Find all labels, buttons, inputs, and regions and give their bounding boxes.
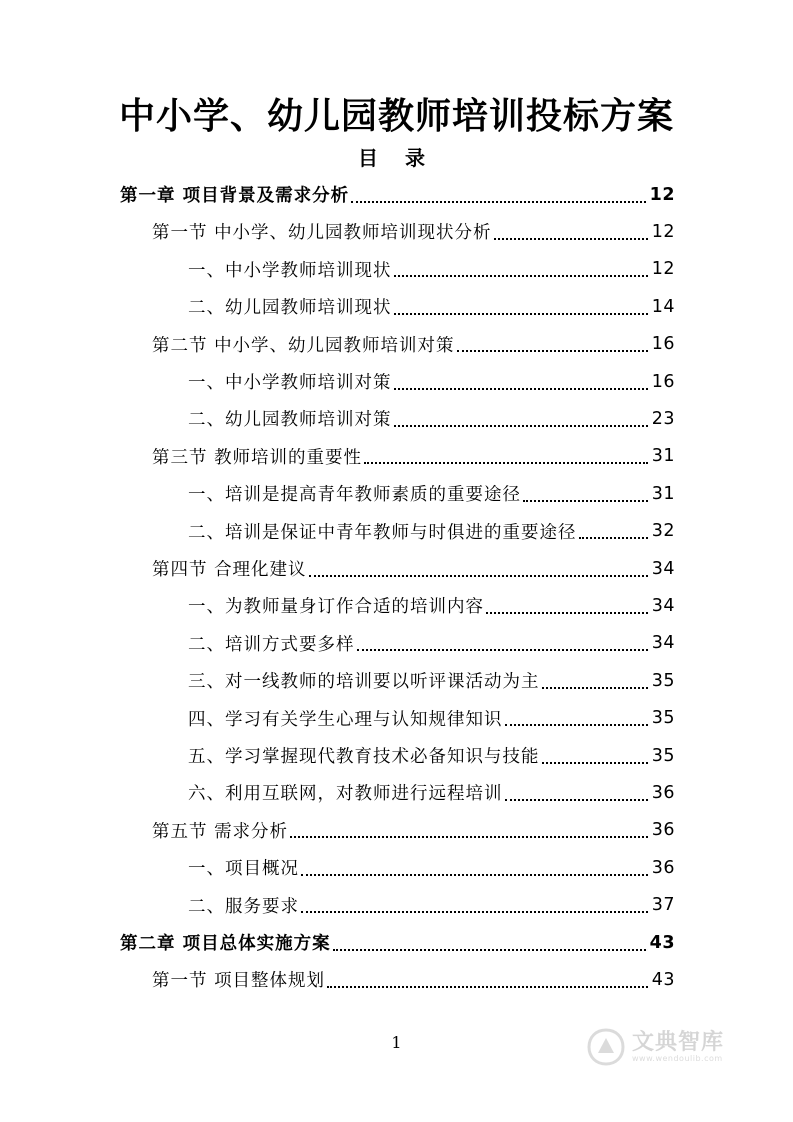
toc-entry-label: 一、培训是提高青年教师素质的重要途径 [188, 485, 521, 506]
toc-entry-page: 12 [651, 221, 675, 242]
toc-entry-label: 第四节 合理化建议 [152, 560, 307, 580]
toc-entry-page: 35 [651, 745, 675, 766]
toc-entry[interactable] [188, 363, 675, 400]
toc-entry[interactable] [152, 812, 675, 849]
toc-dot-leader [394, 425, 648, 427]
toc-entry[interactable] [120, 176, 675, 213]
toc-dot-leader [394, 388, 648, 390]
toc-entry-label: 三、对一线教师的培训要以听评课活动为主 [188, 672, 540, 693]
toc-entry[interactable] [152, 961, 675, 998]
toc-dot-leader [579, 537, 648, 539]
toc-entry[interactable] [152, 213, 675, 250]
toc-entry[interactable] [188, 887, 675, 924]
toc-entry[interactable] [188, 774, 675, 811]
toc-entry-page: 12 [651, 259, 675, 280]
toc-dot-leader [523, 500, 648, 502]
watermark-logo-icon [586, 1027, 626, 1067]
toc-dot-leader [327, 986, 648, 988]
toc-entry-label: 六、利用互联网，对教师进行远程培训 [188, 784, 503, 805]
toc-entry[interactable] [188, 700, 675, 737]
toc-dot-leader [309, 575, 648, 577]
toc-entry-page: 31 [651, 483, 675, 504]
toc-entry[interactable] [152, 550, 675, 587]
toc-entry[interactable] [188, 737, 675, 774]
toc-entry-label: 一、中小学教师培训现状 [188, 260, 392, 281]
toc-entry[interactable] [120, 924, 675, 961]
toc-entry[interactable] [188, 251, 675, 288]
toc-entry[interactable] [188, 475, 675, 512]
watermark-text: 文典智库 [632, 1029, 725, 1055]
toc-dot-leader [301, 874, 648, 876]
toc-entry-label: 一、中小学教师培训对策 [188, 373, 392, 393]
toc-entry-page: 36 [651, 857, 675, 878]
toc-dot-leader [357, 649, 648, 651]
toc-dot-leader [542, 762, 648, 764]
toc-entry[interactable] [188, 849, 675, 886]
toc-dot-leader [505, 799, 648, 801]
toc-entry[interactable] [152, 326, 675, 363]
toc-dot-leader [301, 911, 648, 913]
toc-entry-label: 一、项目概况 [188, 859, 299, 880]
toc-dot-leader [290, 836, 648, 838]
toc-dot-leader [333, 949, 646, 951]
toc-entry-label: 一、为教师量身订作合适的培训内容 [188, 597, 484, 618]
toc-entry-label: 第三节 教师培训的重要性 [152, 447, 363, 468]
toc-entry-label: 二、幼儿园教师培训现状 [188, 298, 392, 319]
toc-entry-label: 二、培训方式要多样 [188, 634, 355, 655]
toc-entry-label: 二、培训是保证中青年教师与时俱进的重要途径 [188, 522, 577, 543]
document-title: 中小学、幼儿园教师培训投标方案 [118, 95, 674, 137]
watermark [586, 1022, 746, 1072]
toc-heading: 目 录 [358, 146, 435, 170]
toc-entry-page: 31 [651, 446, 675, 467]
toc-entry[interactable] [152, 438, 675, 475]
page-number: 1 [391, 1033, 402, 1052]
toc-entry-page: 23 [651, 408, 675, 429]
toc-dot-leader [394, 313, 648, 315]
toc-entry-page: 32 [651, 521, 675, 542]
toc-entry[interactable] [188, 288, 675, 325]
toc-entry-page: 35 [651, 670, 675, 691]
watermark-url: www.wendoulib.com [632, 1053, 723, 1063]
toc-dot-leader [364, 462, 648, 464]
toc-entry[interactable] [188, 587, 675, 624]
toc-entry-label: 第一节 项目整体规划 [152, 971, 326, 992]
toc-dot-leader [394, 275, 648, 277]
toc-entry-page: 36 [651, 782, 675, 803]
toc-dot-leader [494, 238, 648, 240]
toc-dot-leader [351, 201, 646, 203]
toc-entry-page: 43 [651, 969, 675, 990]
toc-entry-label: 第一节 中小学、幼儿园教师培训现状分析 [152, 223, 492, 244]
toc-entry-page: 37 [651, 895, 675, 916]
toc-entry-page: 34 [651, 558, 675, 579]
toc-entry-page: 14 [651, 296, 675, 317]
toc-entry-label: 第二节 中小学、幼儿园教师培训对策 [152, 335, 455, 356]
toc-dot-leader [505, 724, 648, 726]
toc-entry[interactable] [188, 513, 675, 550]
toc-entry-page: 16 [651, 371, 675, 392]
toc-entry-label: 四、学习有关学生心理与认知规律知识 [188, 709, 503, 730]
toc-entry-page: 43 [649, 932, 675, 953]
toc-entry-label: 第一章 项目背景及需求分析 [120, 186, 350, 206]
toc-entry-page: 34 [651, 633, 675, 654]
toc-entry-page: 35 [651, 708, 675, 729]
toc-dot-leader [542, 687, 648, 689]
toc-entry[interactable] [188, 625, 675, 662]
toc-entry-label: 二、服务要求 [188, 896, 299, 917]
toc-entry-page: 36 [651, 820, 675, 841]
toc-dot-leader [486, 612, 648, 614]
toc-entry-page: 16 [651, 334, 675, 355]
toc-entry[interactable] [188, 400, 675, 437]
toc-entry[interactable] [188, 662, 675, 699]
toc-entry-label: 第五节 需求分析 [152, 821, 289, 842]
toc-entry-label: 二、幼儿园教师培训对策 [188, 410, 392, 431]
toc-dot-leader [457, 350, 648, 352]
toc-entry-label: 五、学习掌握现代教育技术必备知识与技能 [188, 747, 540, 767]
toc-entry-label: 第二章 项目总体实施方案 [120, 934, 331, 954]
toc-entry-page: 12 [649, 184, 675, 205]
toc-entry-page: 34 [651, 595, 675, 616]
